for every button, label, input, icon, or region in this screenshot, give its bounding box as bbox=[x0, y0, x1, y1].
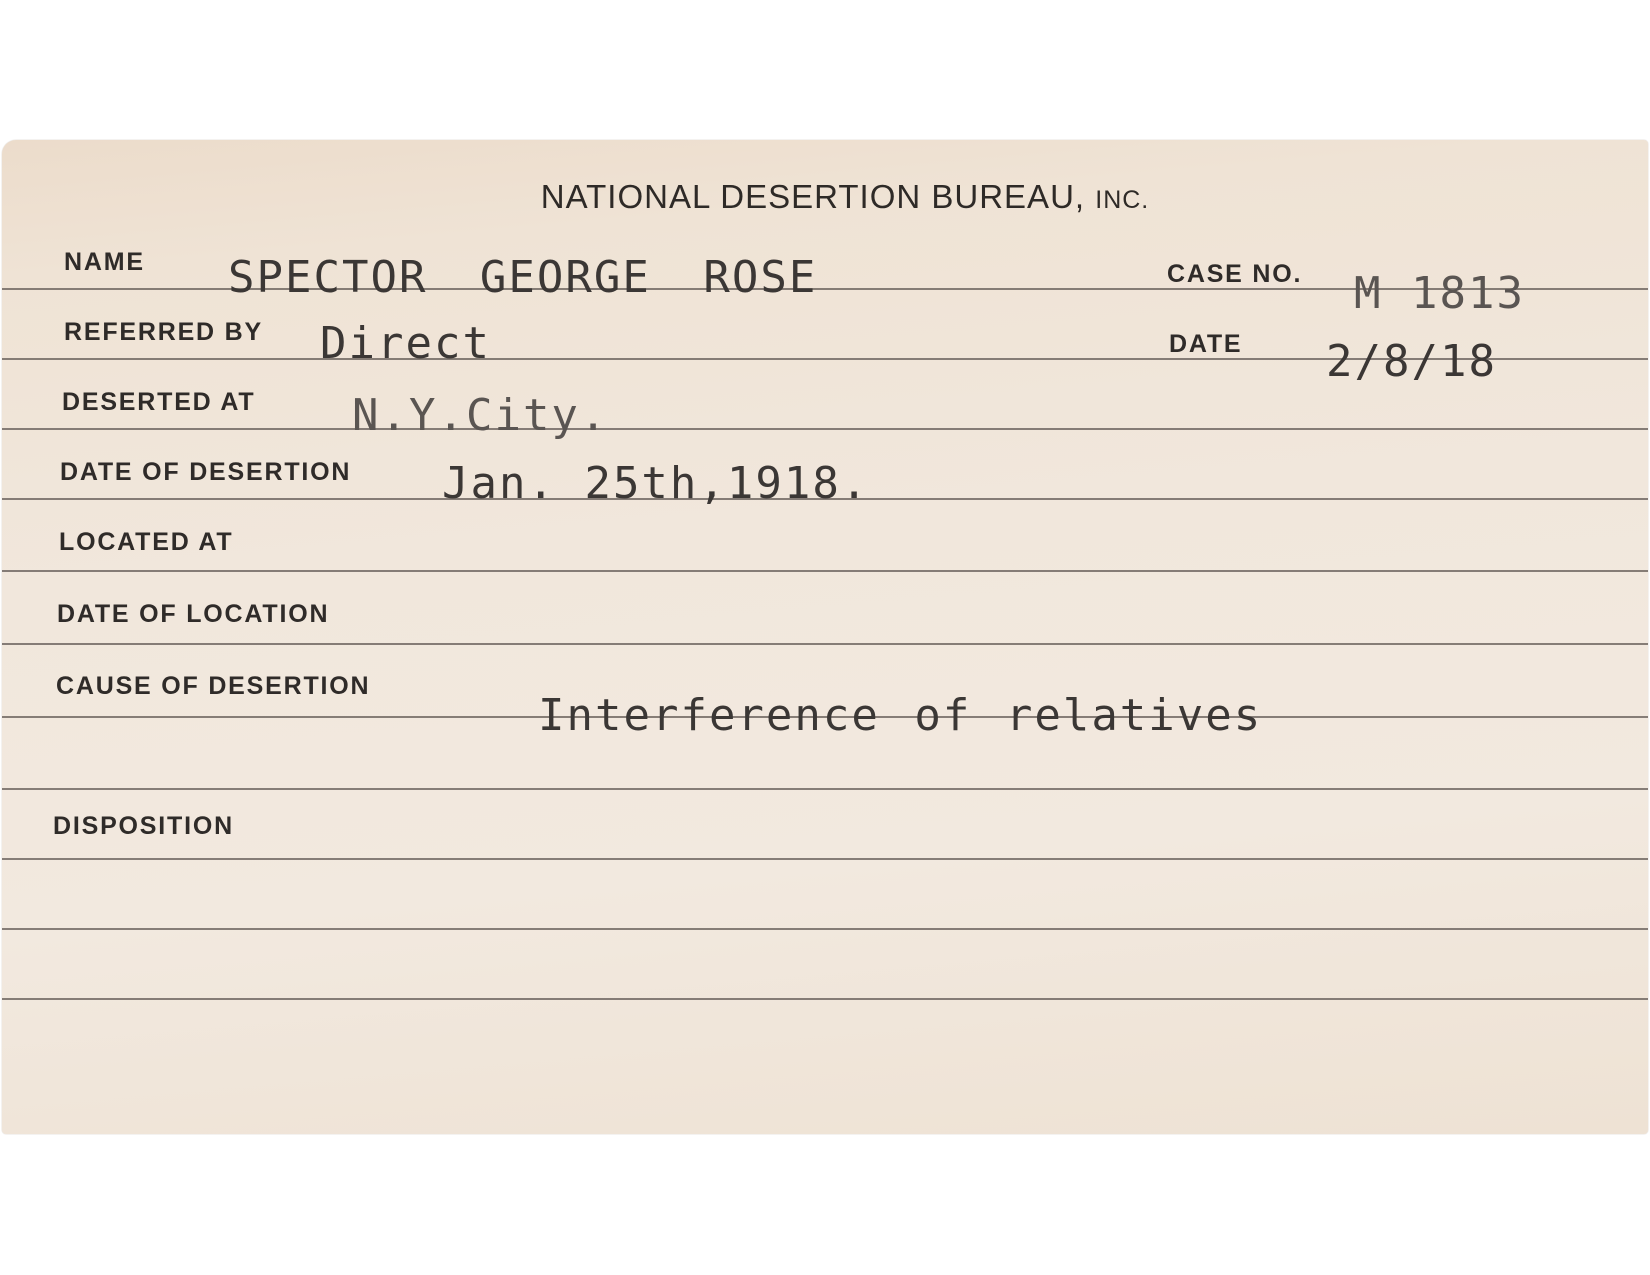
referred-by-label: REFERRED BY bbox=[64, 318, 263, 346]
name-value: SPECTOR GEORGE ROSE bbox=[228, 252, 818, 303]
date-of-location-label: DATE OF LOCATION bbox=[57, 600, 330, 628]
rule-line bbox=[2, 928, 1648, 930]
rule-line bbox=[2, 998, 1648, 1000]
referred-by-value: Direct bbox=[320, 318, 491, 369]
cause-of-desertion-label: CAUSE OF DESERTION bbox=[56, 672, 371, 700]
cause-of-desertion-value: Interference of relatives bbox=[538, 690, 1263, 741]
date-of-desertion-label: DATE OF DESERTION bbox=[60, 458, 352, 486]
deserted-at-label: DESERTED AT bbox=[62, 388, 256, 416]
bureau-name: NATIONAL DESERTION BUREAU, bbox=[540, 178, 1086, 215]
case-no-label: CASE NO. bbox=[1167, 260, 1303, 288]
case-no-value: M 1813 bbox=[1354, 268, 1525, 319]
date-value: 2/8/18 bbox=[1326, 336, 1497, 387]
rule-line bbox=[2, 428, 1648, 430]
card-title bbox=[22, 178, 1648, 216]
date-label: DATE bbox=[1169, 330, 1243, 358]
rule-line bbox=[2, 788, 1648, 790]
rule-line bbox=[2, 570, 1648, 572]
index-card bbox=[2, 140, 1648, 1134]
bureau-suffix: INC. bbox=[1095, 186, 1150, 214]
date-of-desertion-value: Jan. 25th,1918. bbox=[442, 458, 870, 509]
rule-line bbox=[2, 643, 1648, 645]
located-at-label: LOCATED AT bbox=[59, 528, 234, 556]
name-label: NAME bbox=[64, 248, 145, 276]
deserted-at-value: N.Y.City. bbox=[352, 390, 609, 441]
disposition-label: DISPOSITION bbox=[53, 812, 234, 840]
rule-line bbox=[2, 858, 1648, 860]
